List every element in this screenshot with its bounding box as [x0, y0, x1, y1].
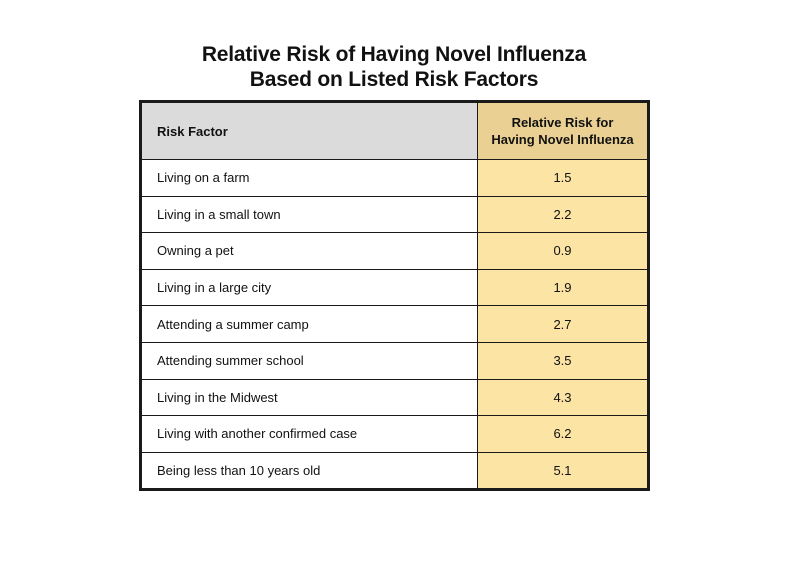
table-header-row [141, 102, 649, 160]
relative-risk-cell: 5.1 [478, 452, 649, 490]
table-row [141, 196, 649, 233]
risk-factor-cell: Living in a small town [141, 196, 478, 233]
chart-title [0, 42, 788, 92]
relative-risk-cell: 1.9 [478, 269, 649, 306]
relative-risk-cell: 2.7 [478, 306, 649, 343]
risk-factor-cell: Living in a large city [141, 269, 478, 306]
table-row [141, 306, 649, 343]
column-header-relative-risk-line-1: Relative Risk for [511, 115, 614, 130]
column-header-relative-risk-line-2: Having Novel Influenza [491, 132, 634, 147]
risk-factor-cell: Living with another confirmed case [141, 416, 478, 453]
table-body [141, 160, 649, 490]
risk-factor-cell: Living in the Midwest [141, 379, 478, 416]
risk-factor-cell: Attending summer school [141, 342, 478, 379]
table-row [141, 160, 649, 197]
relative-risk-cell: 3.5 [478, 342, 649, 379]
relative-risk-cell: 4.3 [478, 379, 649, 416]
relative-risk-cell: 2.2 [478, 196, 649, 233]
table-row [141, 269, 649, 306]
table-row [141, 452, 649, 490]
risk-factor-cell: Living on a farm [141, 160, 478, 197]
chart-title-line-1: Relative Risk of Having Novel Influenza [201, 43, 587, 66]
chart-title-line-2: Based on Listed Risk Factors [249, 68, 539, 91]
relative-risk-cell: 1.5 [478, 160, 649, 197]
column-header-risk-factor: Risk Factor [141, 102, 478, 160]
table-row [141, 416, 649, 453]
risk-table [139, 100, 650, 491]
table-row [141, 342, 649, 379]
relative-risk-cell: 0.9 [478, 233, 649, 270]
table-row [141, 233, 649, 270]
risk-factor-cell: Owning a pet [141, 233, 478, 270]
column-header-relative-risk [478, 102, 649, 160]
relative-risk-cell: 6.2 [478, 416, 649, 453]
table-row [141, 379, 649, 416]
risk-factor-cell: Attending a summer camp [141, 306, 478, 343]
risk-factor-cell: Being less than 10 years old [141, 452, 478, 490]
